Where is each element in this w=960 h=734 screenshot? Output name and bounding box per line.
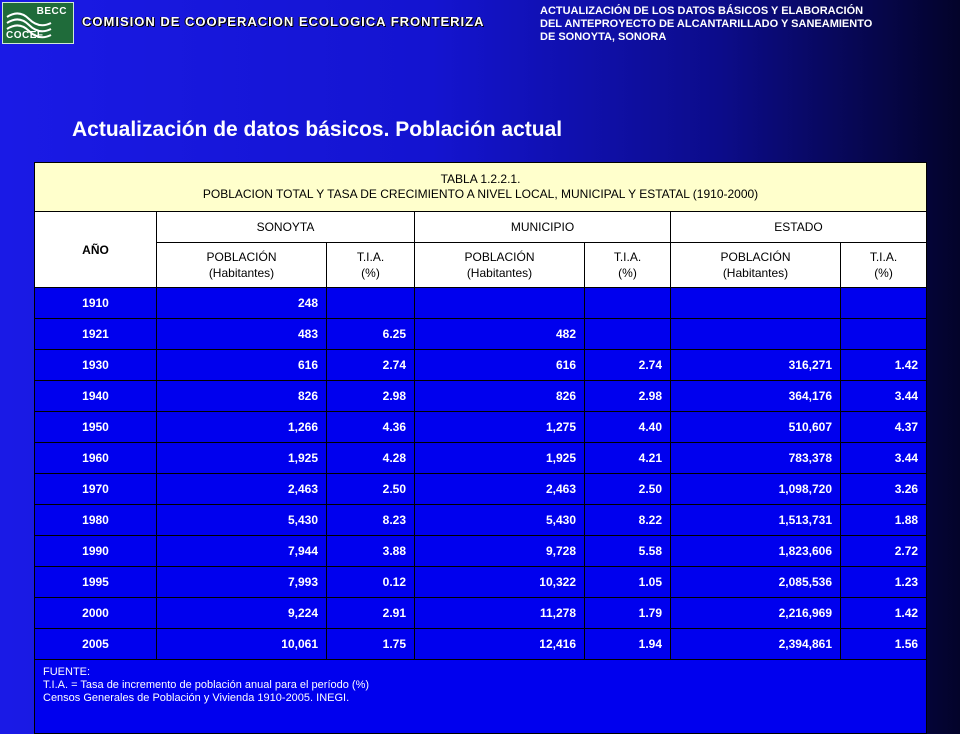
- cell-estado-tia: 1.56: [841, 629, 927, 660]
- cell-estado-tia: 4.37: [841, 412, 927, 443]
- logo-becc-text: BECC: [36, 6, 67, 17]
- cell-sonoyta-population: 7,944: [157, 536, 327, 567]
- cell-municipio-tia: [585, 319, 671, 350]
- header-population: [415, 243, 585, 288]
- table-row: [35, 412, 927, 443]
- header-group-sonoyta: SONOYTA: [157, 212, 415, 243]
- table-footer: [35, 660, 927, 734]
- cell-sonoyta-tia: 2.74: [327, 350, 415, 381]
- cell-municipio-tia: 1.94: [585, 629, 671, 660]
- header-population-unit: (Habitantes): [722, 266, 789, 280]
- cell-year: 1940: [35, 381, 157, 412]
- cell-year: 1910: [35, 288, 157, 319]
- cell-sonoyta-population: 1,266: [157, 412, 327, 443]
- group-header-row: [35, 212, 927, 243]
- table-caption: [35, 163, 927, 212]
- project-line-3: DE SONOYTA, SONORA: [540, 31, 667, 43]
- cell-sonoyta-tia: 2.50: [327, 474, 415, 505]
- cell-estado-tia: [841, 319, 927, 350]
- cell-estado-population: 1,098,720: [671, 474, 841, 505]
- cell-municipio-population: 9,728: [415, 536, 585, 567]
- cell-year: 1921: [35, 319, 157, 350]
- cell-municipio-population: 616: [415, 350, 585, 381]
- cell-sonoyta-population: 616: [157, 350, 327, 381]
- table-row: [35, 629, 927, 660]
- cell-estado-population: [671, 288, 841, 319]
- cell-municipio-population: [415, 288, 585, 319]
- cell-estado-tia: 1.23: [841, 567, 927, 598]
- table-row: [35, 598, 927, 629]
- cell-year: 1930: [35, 350, 157, 381]
- table-caption-row: [35, 163, 927, 212]
- header-population: [671, 243, 841, 288]
- cell-sonoyta-tia: 4.28: [327, 443, 415, 474]
- cell-estado-population: 2,085,536: [671, 567, 841, 598]
- cell-municipio-population: 12,416: [415, 629, 585, 660]
- footer-source: FUENTE:: [43, 666, 91, 678]
- header-tia-unit: (%): [361, 266, 380, 280]
- cell-sonoyta-tia: 0.12: [327, 567, 415, 598]
- table-footer-row: [35, 660, 927, 734]
- header-population-label: POBLACIÓN: [720, 250, 791, 264]
- cell-estado-population: [671, 319, 841, 350]
- cell-estado-population: 1,513,731: [671, 505, 841, 536]
- cell-sonoyta-tia: 8.23: [327, 505, 415, 536]
- header-group-estado: ESTADO: [671, 212, 927, 243]
- table-row: [35, 350, 927, 381]
- header-population-label: POBLACIÓN: [464, 250, 535, 264]
- header-population-unit: (Habitantes): [208, 266, 275, 280]
- cell-municipio-tia: 2.74: [585, 350, 671, 381]
- cell-estado-tia: 3.44: [841, 381, 927, 412]
- cell-year: 2000: [35, 598, 157, 629]
- cell-municipio-tia: 1.79: [585, 598, 671, 629]
- caption-line-2: POBLACION TOTAL Y TASA DE CRECIMIENTO A NIVEL LOCAL, MUNICIPAL Y ESTATAL (1910-2000): [202, 187, 759, 201]
- cell-sonoyta-population: 483: [157, 319, 327, 350]
- cell-year: 1980: [35, 505, 157, 536]
- cell-estado-population: 364,176: [671, 381, 841, 412]
- cell-estado-tia: [841, 288, 927, 319]
- table-row: [35, 567, 927, 598]
- cell-estado-population: 783,378: [671, 443, 841, 474]
- cell-sonoyta-population: 7,993: [157, 567, 327, 598]
- header-population-unit: (Habitantes): [466, 266, 533, 280]
- header-tia-label: T.I.A.: [613, 250, 642, 264]
- cell-year: 1960: [35, 443, 157, 474]
- cell-sonoyta-population: 1,925: [157, 443, 327, 474]
- cell-estado-tia: 3.26: [841, 474, 927, 505]
- cell-estado-tia: 2.72: [841, 536, 927, 567]
- cell-municipio-tia: 2.98: [585, 381, 671, 412]
- table-row: [35, 288, 927, 319]
- cell-year: 1990: [35, 536, 157, 567]
- cell-estado-tia: 3.44: [841, 443, 927, 474]
- cell-sonoyta-population: 10,061: [157, 629, 327, 660]
- footer-tia-definition: T.I.A. = Tasa de incremento de población anual para el período (%): [43, 679, 370, 691]
- cell-sonoyta-population: 248: [157, 288, 327, 319]
- header-tia: [841, 243, 927, 288]
- header-tia: [327, 243, 415, 288]
- header-population-label: POBLACIÓN: [206, 250, 277, 264]
- header-tia-label: T.I.A.: [869, 250, 898, 264]
- caption-line-1: TABLA 1.2.2.1.: [440, 172, 521, 186]
- cell-sonoyta-population: 826: [157, 381, 327, 412]
- becc-cocef-logo: [2, 2, 74, 44]
- cell-municipio-tia: [585, 288, 671, 319]
- header-year: AÑO: [35, 212, 157, 288]
- cell-sonoyta-tia: 6.25: [327, 319, 415, 350]
- header-group-municipio: MUNICIPIO: [415, 212, 671, 243]
- header-tia: [585, 243, 671, 288]
- cell-municipio-tia: 1.05: [585, 567, 671, 598]
- cell-estado-population: 510,607: [671, 412, 841, 443]
- cell-municipio-population: 1,925: [415, 443, 585, 474]
- footer-census: Censos Generales de Población y Vivienda 1910-2005. INEGI.: [43, 692, 350, 704]
- table-row: [35, 381, 927, 412]
- table-body: [35, 288, 927, 660]
- cell-municipio-population: 1,275: [415, 412, 585, 443]
- cell-municipio-population: 826: [415, 381, 585, 412]
- cell-municipio-population: 2,463: [415, 474, 585, 505]
- cell-sonoyta-tia: 2.98: [327, 381, 415, 412]
- table-row: [35, 474, 927, 505]
- population-table: [34, 162, 927, 734]
- cell-year: 1950: [35, 412, 157, 443]
- cell-sonoyta-tia: 3.88: [327, 536, 415, 567]
- sub-header-row: [35, 243, 927, 288]
- cell-estado-tia: 1.42: [841, 598, 927, 629]
- cell-sonoyta-population: 5,430: [157, 505, 327, 536]
- cell-municipio-population: 10,322: [415, 567, 585, 598]
- logo-cocef-text: COCEF: [6, 30, 44, 41]
- cell-municipio-population: 5,430: [415, 505, 585, 536]
- organization-name: COMISION DE COOPERACION ECOLOGICA FRONTERIZA: [82, 14, 485, 29]
- cell-year: 1970: [35, 474, 157, 505]
- table-row: [35, 505, 927, 536]
- cell-estado-tia: 1.42: [841, 350, 927, 381]
- cell-estado-population: 2,394,861: [671, 629, 841, 660]
- header-tia-unit: (%): [874, 266, 893, 280]
- header-tia-label: T.I.A.: [356, 250, 385, 264]
- cell-sonoyta-tia: 2.91: [327, 598, 415, 629]
- cell-estado-population: 316,271: [671, 350, 841, 381]
- cell-year: 1995: [35, 567, 157, 598]
- slide-title: Actualización de datos básicos. Población actual: [72, 118, 563, 141]
- header-population: [157, 243, 327, 288]
- cell-sonoyta-population: 9,224: [157, 598, 327, 629]
- cell-sonoyta-tia: 4.36: [327, 412, 415, 443]
- cell-sonoyta-tia: [327, 288, 415, 319]
- project-line-1: ACTUALIZACIÓN DE LOS DATOS BÁSICOS Y ELABORACIÓN: [540, 5, 864, 17]
- table-row: [35, 443, 927, 474]
- cell-municipio-tia: 4.21: [585, 443, 671, 474]
- cell-municipio-population: 11,278: [415, 598, 585, 629]
- cell-municipio-tia: 2.50: [585, 474, 671, 505]
- cell-municipio-population: 482: [415, 319, 585, 350]
- cell-municipio-tia: 5.58: [585, 536, 671, 567]
- cell-sonoyta-tia: 1.75: [327, 629, 415, 660]
- cell-municipio-tia: 4.40: [585, 412, 671, 443]
- cell-estado-tia: 1.88: [841, 505, 927, 536]
- cell-municipio-tia: 8.22: [585, 505, 671, 536]
- header-tia-unit: (%): [618, 266, 637, 280]
- cell-estado-population: 2,216,969: [671, 598, 841, 629]
- cell-sonoyta-population: 2,463: [157, 474, 327, 505]
- cell-estado-population: 1,823,606: [671, 536, 841, 567]
- table-row: [35, 319, 927, 350]
- table-row: [35, 536, 927, 567]
- project-title: [540, 5, 960, 44]
- cell-year: 2005: [35, 629, 157, 660]
- project-line-2: DEL ANTEPROYECTO DE ALCANTARILLADO Y SANEAMIENTO: [540, 18, 873, 30]
